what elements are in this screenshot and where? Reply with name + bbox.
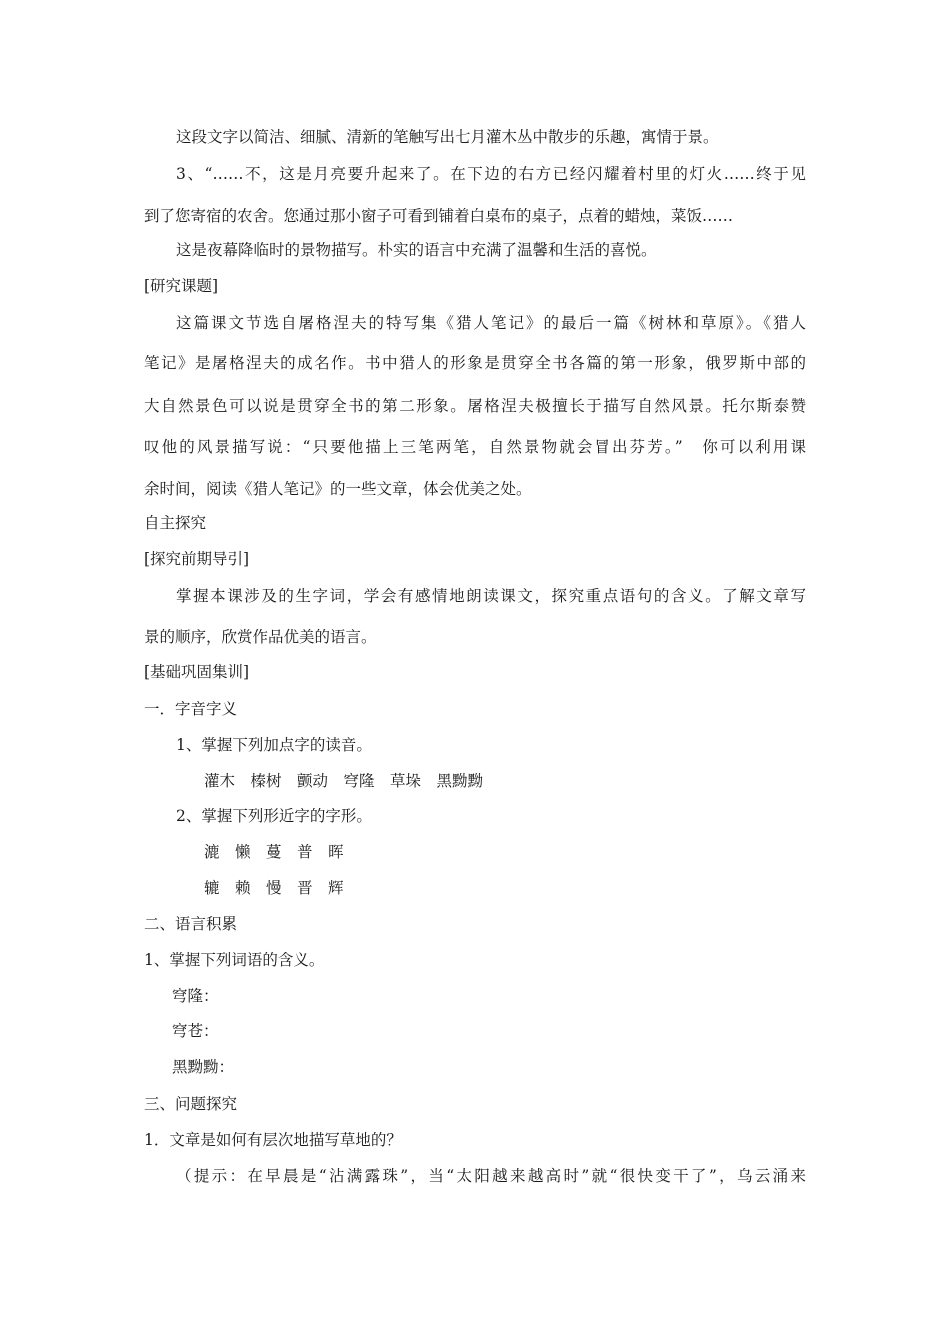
paragraph-line: 余时间，阅读《猎人笔记》的一些文章，体会优美之处。 [144, 480, 532, 498]
paragraph-line: 这是夜幕降临时的景物描写。朴实的语言中充满了温馨和生活的喜悦。 [176, 241, 657, 259]
subsection-heading-inquiry: 三、问题探究 [144, 1095, 238, 1113]
paragraph-line: 大自然景色可以说是贯穿全书的第二形象。屠格涅夫极擅长于描写自然风景。托尔斯泰赞 [144, 397, 806, 415]
paragraph-line: 到了您寄宿的农舍。您通过那小窗子可看到铺着白桌布的桌子，点着的蜡烛，菜饭…… [144, 207, 734, 225]
paragraph-line: 掌握本课涉及的生字词，学会有感情地朗读课文，探究重点语句的含义。了解文章写 [176, 587, 806, 605]
question-line: 1、掌握下列加点字的读音。 [176, 736, 372, 754]
section-heading-guide: [探究前期导引] [144, 550, 250, 568]
definition-item: 穹苍： [172, 1022, 219, 1040]
section-heading-basics: [基础巩固集训] [144, 663, 250, 681]
paragraph-line: 3、“……不，这是月亮要升起来了。在下边的右方已经闪耀着村里的灯火……终于见 [176, 165, 806, 183]
word-list: 灌木 榛树 颤动 穹隆 草垛 黑黝黝 [204, 772, 484, 790]
definition-item: 穹隆： [172, 987, 219, 1005]
question-line: 2、掌握下列形近字的字形。 [176, 807, 372, 825]
definition-item: 黑黝黝： [172, 1058, 235, 1076]
paragraph-line: 这段文字以简洁、细腻、清新的笔触写出七月灌木丛中散步的乐趣，寓情于景。 [176, 128, 719, 146]
subsection-heading-pronunciation: 一．字音字义 [144, 700, 238, 718]
paragraph-line: 这篇课文节选自屠格涅夫的特写集《猎人笔记》的最后一篇《树林和草原》。《猎人 [176, 314, 806, 332]
subsection-heading-vocabulary: 二、语言积累 [144, 915, 238, 933]
paragraph-line: 笔记》是屠格涅夫的成名作。书中猎人的形象是贯穿全书各篇的第一形象，俄罗斯中部的 [144, 354, 806, 372]
word-list: 辘 赖 慢 晋 辉 [204, 879, 344, 897]
section-heading-research-topic: [研究课题] [144, 277, 219, 295]
word-list: 漉 懒 蔓 普 晖 [204, 843, 344, 861]
section-heading-self-study: 自主探究 [144, 514, 207, 532]
question-line: 1、掌握下列词语的含义。 [144, 951, 325, 969]
hint-line: （提示：在早晨是“沾满露珠”，当“太阳越来越高时”就“很快变干了”，乌云涌来 [176, 1167, 806, 1185]
paragraph-line: 叹他的风景描写说：“只要他描上三笔两笔，自然景物就会冒出芬芳。” 你可以利用课 [144, 438, 806, 456]
question-line: 1．文章是如何有层次地描写草地的？ [144, 1131, 402, 1149]
paragraph-line: 景的顺序，欣赏作品优美的语言。 [144, 628, 377, 646]
